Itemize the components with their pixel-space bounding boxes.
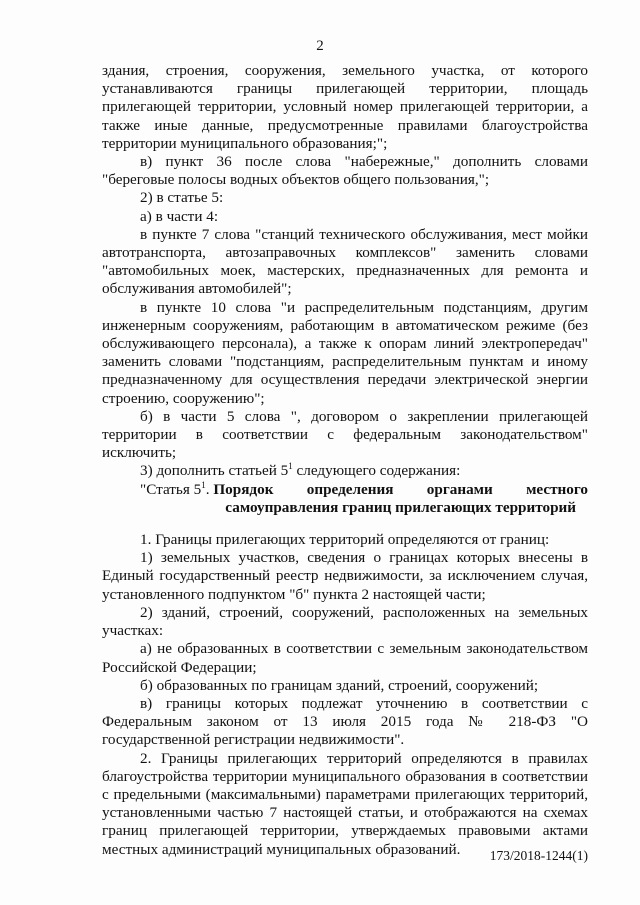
paragraph: б) образованных по границам зданий, строений, сооружений;: [140, 676, 539, 694]
paragraph: а) не образованных в соответствии с земельным законодательством Российской Федерации;: [102, 640, 588, 676]
paragraph: 2) зданий, строений, сооружений, расположенных на земельных участках:: [102, 603, 588, 640]
paragraph: в) пункт 36 после слова "набережные," дополнить словами "береговые полосы водных объектов общего пользования,";: [102, 153, 588, 189]
page-number: 2: [316, 38, 324, 54]
article-heading: [102, 481, 588, 517]
article-label: "Статья $5^1$.: [140, 479, 210, 498]
article-title-line: самоуправления границ прилегающих территорий: [225, 498, 577, 516]
text-fragment: 3) дополнить статьей 5: [140, 462, 289, 480]
paragraph: 2) в статье 5:: [140, 189, 224, 207]
paragraph: 1) земельных участков, сведения о границах которых внесены в Единый государственный реестр недвижимости, за исключением случая, установленного подпунктом "б" пункта 2 настоящей части;: [102, 549, 588, 603]
paragraph: а) в части 4:: [140, 207, 219, 225]
superscript: 1: [288, 461, 293, 472]
paragraph: 1. Границы прилегающих территорий определяются от границ:: [140, 531, 550, 549]
article-title-line: Порядок определения органами местного: [213, 480, 588, 498]
paragraph: 2. Границы прилегающих территорий определяются в правилах благоустройства территории муниципального образования в соответствии с предельными (максимальными) параметрами прилегающих территорий, установленными частью 7 настоящей статьи, и отображаются на схемах границ прилегающей территории, утверждаемых правовыми актами местных администраций муниципальных образований.: [102, 749, 588, 858]
paragraph: в) границы которых подлежат уточнению в соответствии с Федеральным законом от 13 июля 2015 года № 218-ФЗ "О государственной регистрации недвижимости".: [102, 694, 588, 749]
article-title: [213, 481, 588, 517]
paragraph: [102, 462, 588, 480]
paragraph: здания, строения, сооружения, земельного участка, от которого устанавливаются границы прилегающей территории, площадь прилегающей территории, условный номер прилегающей территории, а также иные данные, предусмотренные правилами благоустройства территории муниципального образования;";: [102, 62, 588, 152]
document-body: [102, 62, 588, 859]
paragraph: в пункте 7 слова "станций технического обслуживания, мест мойки автотранспорта, автозаправочных комплексов" заменить словами "автомобильных моек, мастерских, предназначенных для ремонта и обслуживания автомобилей";: [102, 225, 588, 298]
paragraph: б) в части 5 слова ", договором о закреплении прилегающей территории в соответствии с федеральным законодательством" исключить;: [102, 407, 588, 462]
text-fragment: следующего содержания:: [292, 462, 461, 480]
document-code: 173/2018-1244(1): [489, 848, 588, 863]
paragraph: в пункте 10 слова "и распределительным подстанциям, другим инженерным сооружениям, работающим в автоматическом режиме (без обслуживающего персонала), а также к опорам линий электропередач" заменить словами "подстанциям, распределительным пунктам и иному предназначенному для осуществления передачи электрической энергии строению, сооружению";: [102, 298, 588, 407]
